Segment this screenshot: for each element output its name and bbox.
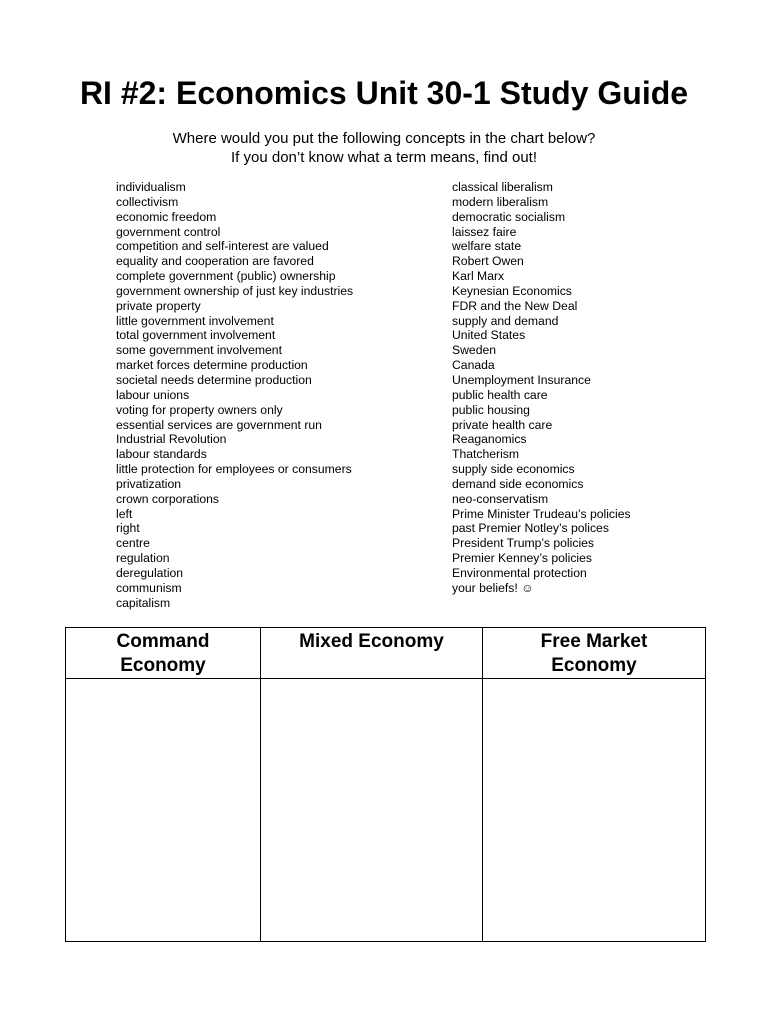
concept-item: market forces determine production [116,358,308,373]
concept-item: Prime Minister Trudeau’s policies [452,506,631,521]
concept-item: economic freedom [116,209,217,224]
concept-item: capitalism [116,595,171,610]
concept-item: government ownership of just key industries [116,283,354,298]
concept-item: laissez faire [452,224,517,239]
concept-item: public housing [452,402,530,417]
concept-item: some government involvement [116,343,282,358]
concept-item: voting for property owners only [116,402,283,417]
concept-item: Unemployment Insurance [452,372,591,387]
concept-item: left [116,506,133,521]
concept-list-right [452,180,752,596]
header-mixed-economy: Mixed Economy [261,628,483,679]
chart-header-row [66,628,706,679]
concept-item: Reaganomics [452,432,527,447]
cell-free-market-economy[interactable] [483,679,706,942]
concept-item: little protection for employees or consumers [116,462,352,477]
concept-item: right [116,521,140,536]
chart-answer-row [66,679,706,942]
concept-item: supply side economics [452,462,575,477]
concept-item: democratic socialism [452,209,566,224]
concept-item: crown corporations [116,491,219,506]
concept-item: Canada [452,358,495,373]
concept-item: Karl Marx [452,269,505,284]
concept-item: communism [116,580,182,595]
header-free-market-economy: Free Market Economy [483,628,706,679]
concept-list-left [116,180,436,610]
page-title: RI #2: Economics Unit 30-1 Study Guide [79,75,689,111]
concept-item: centre [116,536,150,551]
concept-item: government control [116,224,221,239]
concept-item: past Premier Notley’s polices [452,521,609,536]
concept-item: classical liberalism [452,180,553,194]
concept-item: Sweden [452,343,497,358]
concept-item: President Trump’s policies [452,536,595,551]
concept-item: complete government (public) ownership [116,269,336,284]
concept-item: Premier Kenney’s policies [452,551,592,566]
concept-item: neo-conservatism [452,491,549,506]
concept-item: societal needs determine production [116,372,312,387]
concept-item: FDR and the New Deal [452,298,578,313]
concept-item: Industrial Revolution [116,432,227,447]
instructions-line-1: Where would you put the following concepts in the chart below? [172,130,596,147]
instructions-line-2: If you don’t know what a term means, find out! [231,149,537,166]
concept-item: deregulation [116,565,184,580]
concept-item: competition and self-interest are valued [116,239,329,254]
concept-item: equality and cooperation are favored [116,254,314,269]
concept-item: Robert Owen [452,254,524,269]
concept-item: Keynesian Economics [452,283,572,298]
concept-item: essential services are government run [116,417,322,432]
instructions [0,129,768,167]
concept-item: Thatcherism [452,447,520,462]
header-command-economy: Command Economy [66,628,261,679]
concept-item: regulation [116,551,170,566]
concept-item: little government involvement [116,313,274,328]
cell-mixed-economy[interactable] [261,679,483,942]
cell-command-economy[interactable] [66,679,261,942]
concept-item: supply and demand [452,313,559,328]
concept-item: privatization [116,476,182,491]
concept-item: United States [452,328,526,343]
concept-item: your beliefs! ☺ [452,580,534,595]
concept-item: total government involvement [116,328,276,343]
concept-item: private health care [452,417,553,432]
concept-item: labour unions [116,387,190,402]
concept-item: Environmental protection [452,565,587,580]
concept-item: private property [116,298,201,313]
economy-chart [65,627,706,942]
concept-item: welfare state [452,239,522,254]
concept-item: labour standards [116,447,207,462]
concept-item: collectivism [116,194,179,209]
concept-item: modern liberalism [452,194,549,209]
concept-item: demand side economics [452,476,584,491]
concept-item: individualism [116,180,186,194]
concept-item: public health care [452,387,548,402]
